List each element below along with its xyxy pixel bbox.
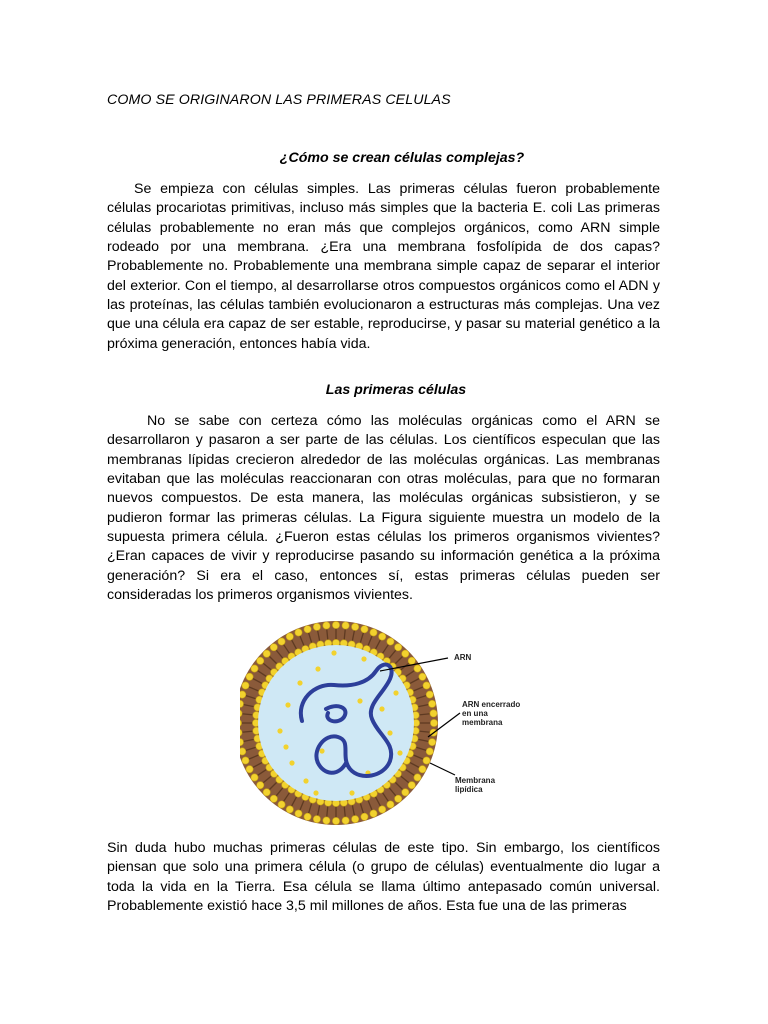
interior-molecule <box>361 656 366 661</box>
interior-molecule <box>387 730 392 735</box>
interior-molecule <box>349 790 354 795</box>
lipid-head <box>430 719 437 726</box>
lipid-head <box>414 665 421 672</box>
lipid-head <box>429 739 436 746</box>
lipid-head <box>408 657 415 664</box>
interior-molecule <box>397 750 402 755</box>
lipid-head <box>313 816 320 823</box>
lipid-head <box>270 644 277 651</box>
paragraph-complex-cells: Se empieza con células simples. Las primeras células fueron probablemente células procariotas primitivas, incluso más simples que la bacteria E. coli Las primeras células probablemente no eran más que complejos orgánicos, como ARN simple rodeado por una membrana. ¿Era una membrana fosfolípida de dos capas? Probablemente no. Probablemente una membrana simple capaz de separar el interior del exterior. Con el tiempo, al desarrollarse otros compuestos orgánicos como el ADN y las proteínas, las células también evolucionaron a estructuras más complejas. Una vez que una célula era capaz de ser estable, reproducirse, y pasar su material genético a la próxima generación, entonces había vida. <box>107 181 660 352</box>
lipid-head <box>426 691 433 698</box>
lipid-head <box>423 757 430 764</box>
label-arn-enclosed-line1: ARN encerrado <box>462 700 521 709</box>
lipid-head <box>370 810 377 817</box>
lipid-head <box>295 810 302 817</box>
lipid-head <box>270 795 277 802</box>
lipid-membrane-leader-line <box>430 763 455 775</box>
interior-molecule <box>285 702 290 707</box>
label-arn-enclosed-line2: en una <box>462 709 488 718</box>
interior-molecule <box>297 680 302 685</box>
lipid-head <box>286 633 293 640</box>
lipid-head <box>263 789 270 796</box>
interior-molecule <box>357 698 362 703</box>
lipid-head <box>361 813 368 820</box>
interior-molecule <box>289 760 294 765</box>
lipid-head <box>295 629 302 636</box>
protocell-diagram <box>240 613 540 833</box>
lipid-head <box>419 673 426 680</box>
label-membrane-line1: Membrana <box>455 776 496 785</box>
lipid-head <box>387 638 394 645</box>
lipid-head <box>242 757 249 764</box>
lipid-head <box>352 816 359 823</box>
section-heading-first-cells: Las primeras células <box>325 382 467 398</box>
protocell-figure <box>240 613 540 833</box>
lipid-head <box>419 766 426 773</box>
lipid-head <box>278 638 285 645</box>
lipid-head <box>342 817 349 824</box>
lipid-head <box>323 817 330 824</box>
lipid-head <box>426 748 433 755</box>
lipid-head <box>429 700 436 707</box>
section-heading-complex-cells: ¿Cómo se crean células complejas? <box>279 150 525 166</box>
lipid-head <box>246 766 253 773</box>
interior-molecule <box>283 744 288 749</box>
lipid-head <box>246 673 253 680</box>
interior-molecule <box>319 748 324 753</box>
label-membrane-line2: lipídica <box>455 785 483 794</box>
lipid-head <box>430 710 437 717</box>
lipid-head <box>240 691 246 698</box>
lipid-head <box>278 801 285 808</box>
lipid-head <box>408 782 415 789</box>
lipid-head <box>352 623 359 630</box>
lipid-head <box>323 622 330 629</box>
lipid-head <box>379 633 386 640</box>
lipid-head <box>313 623 320 630</box>
interior-molecule <box>303 778 308 783</box>
lipid-head <box>257 782 264 789</box>
lipid-head <box>395 795 402 802</box>
paragraph-luca: Sin duda hubo muchas primeras células de este tipo. Sin embargo, los científicos piensan que solo una primera célula (o grupo de células) eventualmente dio lugar a toda la vida en la Tierra. Esa célula se llama último antepasado común universal. Probablemente existió hace 3,5 mil millones de años. Esta fue una de las primeras <box>107 840 660 915</box>
lipid-head <box>240 748 246 755</box>
interior-molecule <box>393 690 398 695</box>
lipid-head <box>332 621 339 628</box>
interior-molecule <box>277 728 282 733</box>
lipid-head <box>402 789 409 796</box>
document-title: COMO SE ORIGINARON LAS PRIMERAS CELULAS <box>107 92 451 108</box>
lipid-head <box>242 682 249 689</box>
lipid-head <box>387 801 394 808</box>
interior-molecule <box>379 706 384 711</box>
interior-molecule <box>315 666 320 671</box>
lipid-head <box>370 629 377 636</box>
lipid-head <box>251 774 258 781</box>
lipid-head <box>414 774 421 781</box>
lipid-head <box>332 817 339 824</box>
label-arn: ARN <box>454 653 472 662</box>
lipid-head <box>251 665 258 672</box>
lipid-head <box>263 650 270 657</box>
lipid-head <box>379 806 386 813</box>
lipid-head <box>395 644 402 651</box>
lipid-head <box>286 806 293 813</box>
paragraph-first-cells: No se sabe con certeza cómo las moléculas orgánicas como el ARN se desarrollaron y pasaron a ser parte de las células. Los científicos especulan que las membranas lípidas crecieron alrededor de las moléculas orgánicas. Las membranas evitaban que las moléculas reaccionaran con otras moléculas, para que no formaran nuevos compuestos. De esta manera, las moléculas orgánicas subsistieron, y se pudieron formar las primeras células. La Figura siguiente muestra un modelo de la supuesta primera célula. ¿Fueron estas células los primeros organismos vivientes? ¿Eran capaces de vivir y reproducirse pasando su información genética a la próxima generación? Si era el caso, entonces sí, estas primeras células pueden ser consideradas los primeros organismos vivientes. <box>107 413 660 604</box>
lipid-head <box>402 650 409 657</box>
label-arn-enclosed-line3: membrana <box>462 718 503 727</box>
lipid-head <box>423 682 430 689</box>
interior-molecule <box>331 650 336 655</box>
lipid-head <box>304 813 311 820</box>
lipid-head <box>342 622 349 629</box>
lipid-head <box>361 626 368 633</box>
lipid-head <box>304 626 311 633</box>
interior-molecule <box>313 790 318 795</box>
lipid-head <box>257 657 264 664</box>
